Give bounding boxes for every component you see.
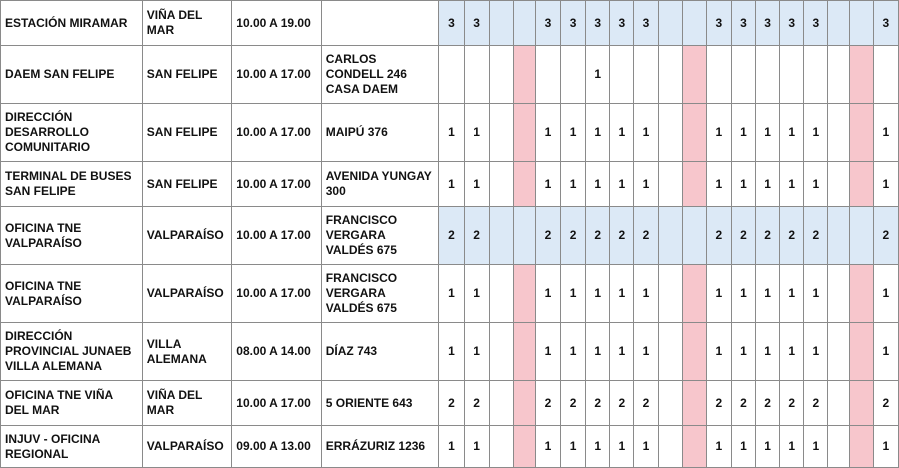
- day-count-cell: 2: [586, 207, 610, 265]
- day-count-cell: 1: [610, 323, 634, 381]
- day-count-cell: [828, 1, 850, 46]
- day-count-cell: 3: [756, 1, 780, 46]
- day-count-cell: [489, 104, 513, 162]
- day-count-cell: 1: [586, 265, 610, 323]
- day-count-cell: 1: [535, 426, 560, 468]
- day-count-cell: [873, 46, 898, 104]
- day-count-cell: 1: [731, 323, 755, 381]
- day-count-cell: 1: [561, 323, 586, 381]
- day-count-cell: 1: [780, 426, 804, 468]
- day-count-cell: 1: [561, 162, 586, 207]
- address-cell: 5 ORIENTE 643: [321, 381, 439, 426]
- day-count-cell: [658, 265, 682, 323]
- day-count-cell: [513, 104, 535, 162]
- day-count-cell: 1: [634, 104, 658, 162]
- day-count-cell: 1: [464, 426, 489, 468]
- day-count-cell: [658, 426, 682, 468]
- day-count-cell: 1: [706, 426, 731, 468]
- day-count-cell: 1: [634, 162, 658, 207]
- day-count-cell: 2: [561, 381, 586, 426]
- day-count-cell: 1: [535, 162, 560, 207]
- table-row: [1, 426, 899, 468]
- day-count-cell: 3: [535, 1, 560, 46]
- day-count-cell: 1: [561, 426, 586, 468]
- day-count-cell: [828, 265, 850, 323]
- address-cell: FRANCISCO VERGARA VALDÉS 675: [321, 207, 439, 265]
- day-count-cell: 1: [756, 426, 780, 468]
- day-count-cell: [658, 46, 682, 104]
- day-count-cell: [828, 104, 850, 162]
- day-count-cell: [489, 381, 513, 426]
- address-cell: FRANCISCO VERGARA VALDÉS 675: [321, 265, 439, 323]
- day-count-cell: 1: [439, 426, 464, 468]
- day-count-cell: [828, 46, 850, 104]
- address-cell: AVENIDA YUNGAY 300: [321, 162, 439, 207]
- day-count-cell: [706, 46, 731, 104]
- schedule-hours-cell: 10.00 A 19.00: [232, 1, 321, 46]
- day-count-cell: [658, 323, 682, 381]
- day-count-cell: 1: [873, 265, 898, 323]
- day-count-cell: [828, 162, 850, 207]
- day-count-cell: 2: [535, 207, 560, 265]
- day-count-cell: 2: [804, 207, 828, 265]
- address-cell: MAIPÚ 376: [321, 104, 439, 162]
- schedule-hours-cell: 10.00 A 17.00: [232, 265, 321, 323]
- day-count-cell: [513, 323, 535, 381]
- day-count-cell: [513, 207, 535, 265]
- day-count-cell: [828, 323, 850, 381]
- table-row: [1, 323, 899, 381]
- location-name-cell: OFICINA TNE VALPARAÍSO: [1, 265, 143, 323]
- day-count-cell: 2: [756, 381, 780, 426]
- day-count-cell: 2: [706, 207, 731, 265]
- schedule-hours-cell: 10.00 A 17.00: [232, 104, 321, 162]
- day-count-cell: 2: [439, 381, 464, 426]
- day-count-cell: 1: [756, 162, 780, 207]
- day-count-cell: [756, 46, 780, 104]
- day-count-cell: 1: [804, 104, 828, 162]
- day-count-cell: 1: [439, 104, 464, 162]
- day-count-cell: 2: [464, 381, 489, 426]
- address-cell: DÍAZ 743: [321, 323, 439, 381]
- day-count-cell: 1: [804, 265, 828, 323]
- day-count-cell: 1: [804, 323, 828, 381]
- day-count-cell: 2: [586, 381, 610, 426]
- day-count-cell: [850, 1, 873, 46]
- day-count-cell: 2: [610, 207, 634, 265]
- day-count-cell: 1: [586, 162, 610, 207]
- day-count-cell: 1: [586, 46, 610, 104]
- comuna-cell: VIÑA DEL MAR: [142, 1, 231, 46]
- comuna-cell: VILLA ALEMANA: [142, 323, 231, 381]
- day-count-cell: [682, 162, 706, 207]
- day-count-cell: 1: [535, 265, 560, 323]
- comuna-cell: SAN FELIPE: [142, 104, 231, 162]
- day-count-cell: [828, 381, 850, 426]
- day-count-cell: 3: [634, 1, 658, 46]
- day-count-cell: 2: [634, 207, 658, 265]
- location-name-cell: OFICINA TNE VIÑA DEL MAR: [1, 381, 143, 426]
- day-count-cell: [489, 426, 513, 468]
- comuna-cell: VALPARAÍSO: [142, 426, 231, 468]
- location-name-cell: DAEM SAN FELIPE: [1, 46, 143, 104]
- day-count-cell: 2: [780, 207, 804, 265]
- day-count-cell: [658, 162, 682, 207]
- day-count-cell: [850, 104, 873, 162]
- day-count-cell: [513, 426, 535, 468]
- day-count-cell: [780, 46, 804, 104]
- day-count-cell: 1: [439, 162, 464, 207]
- day-count-cell: [850, 323, 873, 381]
- day-count-cell: 1: [731, 426, 755, 468]
- day-count-cell: 1: [439, 265, 464, 323]
- day-count-cell: [682, 323, 706, 381]
- day-count-cell: [731, 46, 755, 104]
- day-count-cell: [850, 46, 873, 104]
- day-count-cell: [513, 46, 535, 104]
- address-cell: [321, 1, 439, 46]
- schedule-hours-cell: 10.00 A 17.00: [232, 46, 321, 104]
- table-row: [1, 46, 899, 104]
- day-count-cell: 1: [873, 323, 898, 381]
- day-count-cell: 1: [535, 104, 560, 162]
- day-count-cell: [489, 162, 513, 207]
- day-count-cell: 1: [756, 265, 780, 323]
- day-count-cell: [464, 46, 489, 104]
- day-count-cell: 2: [731, 207, 755, 265]
- day-count-cell: 2: [731, 381, 755, 426]
- comuna-cell: VALPARAÍSO: [142, 265, 231, 323]
- day-count-cell: [804, 46, 828, 104]
- day-count-cell: 1: [464, 265, 489, 323]
- day-count-cell: 1: [464, 104, 489, 162]
- table-row: [1, 104, 899, 162]
- day-count-cell: 2: [464, 207, 489, 265]
- day-count-cell: 1: [756, 323, 780, 381]
- day-count-cell: [489, 1, 513, 46]
- day-count-cell: 2: [634, 381, 658, 426]
- day-count-cell: 1: [561, 265, 586, 323]
- table-row: [1, 381, 899, 426]
- day-count-cell: 1: [586, 323, 610, 381]
- day-count-cell: [535, 46, 560, 104]
- day-count-cell: [682, 426, 706, 468]
- day-count-cell: [828, 426, 850, 468]
- day-count-cell: 3: [873, 1, 898, 46]
- day-count-cell: [658, 104, 682, 162]
- day-count-cell: [682, 381, 706, 426]
- table-row: [1, 265, 899, 323]
- day-count-cell: [561, 46, 586, 104]
- day-count-cell: 3: [731, 1, 755, 46]
- schedule-hours-cell: 10.00 A 17.00: [232, 207, 321, 265]
- day-count-cell: 1: [464, 162, 489, 207]
- comuna-cell: VALPARAÍSO: [142, 207, 231, 265]
- day-count-cell: [850, 265, 873, 323]
- day-count-cell: 2: [873, 381, 898, 426]
- day-count-cell: 3: [706, 1, 731, 46]
- day-count-cell: [610, 46, 634, 104]
- day-count-cell: [513, 162, 535, 207]
- table-row: [1, 1, 899, 46]
- comuna-cell: SAN FELIPE: [142, 162, 231, 207]
- day-count-cell: 2: [804, 381, 828, 426]
- day-count-cell: 3: [439, 1, 464, 46]
- day-count-cell: 1: [706, 104, 731, 162]
- day-count-cell: [489, 207, 513, 265]
- day-count-cell: [682, 104, 706, 162]
- day-count-cell: 1: [731, 265, 755, 323]
- day-count-cell: [489, 323, 513, 381]
- schedule-hours-cell: 10.00 A 17.00: [232, 162, 321, 207]
- day-count-cell: 2: [439, 207, 464, 265]
- day-count-cell: 1: [804, 426, 828, 468]
- day-count-cell: 1: [756, 104, 780, 162]
- day-count-cell: [850, 207, 873, 265]
- day-count-cell: 2: [561, 207, 586, 265]
- day-count-cell: [513, 1, 535, 46]
- day-count-cell: [682, 46, 706, 104]
- day-count-cell: 1: [610, 162, 634, 207]
- day-count-cell: 2: [610, 381, 634, 426]
- schedule-rows: [1, 1, 899, 468]
- comuna-cell: SAN FELIPE: [142, 46, 231, 104]
- day-count-cell: 1: [780, 104, 804, 162]
- day-count-cell: [513, 265, 535, 323]
- day-count-cell: 1: [731, 162, 755, 207]
- day-count-cell: 3: [804, 1, 828, 46]
- day-count-cell: 3: [586, 1, 610, 46]
- day-count-cell: 1: [610, 104, 634, 162]
- day-count-cell: 2: [873, 207, 898, 265]
- location-name-cell: ESTACIÓN MIRAMAR: [1, 1, 143, 46]
- day-count-cell: 2: [535, 381, 560, 426]
- day-count-cell: 2: [780, 381, 804, 426]
- day-count-cell: 1: [731, 104, 755, 162]
- day-count-cell: 1: [634, 265, 658, 323]
- day-count-cell: 1: [561, 104, 586, 162]
- day-count-cell: [513, 381, 535, 426]
- day-count-cell: 3: [561, 1, 586, 46]
- day-count-cell: 1: [780, 162, 804, 207]
- day-count-cell: [682, 207, 706, 265]
- location-name-cell: OFICINA TNE VALPARAÍSO: [1, 207, 143, 265]
- location-name-cell: TERMINAL DE BUSES SAN FELIPE: [1, 162, 143, 207]
- address-cell: ERRÁZURIZ 1236: [321, 426, 439, 468]
- day-count-cell: [682, 265, 706, 323]
- day-count-cell: 1: [804, 162, 828, 207]
- day-count-cell: 3: [610, 1, 634, 46]
- day-count-cell: 1: [706, 162, 731, 207]
- day-count-cell: 1: [873, 426, 898, 468]
- location-name-cell: INJUV - OFICINA REGIONAL: [1, 426, 143, 468]
- day-count-cell: 3: [780, 1, 804, 46]
- day-count-cell: [658, 1, 682, 46]
- day-count-cell: 1: [610, 265, 634, 323]
- day-count-cell: 1: [464, 323, 489, 381]
- day-count-cell: [439, 46, 464, 104]
- day-count-cell: 1: [873, 104, 898, 162]
- day-count-cell: 1: [586, 426, 610, 468]
- day-count-cell: 3: [464, 1, 489, 46]
- day-count-cell: [682, 1, 706, 46]
- table-row: [1, 162, 899, 207]
- schedule-hours-cell: 10.00 A 17.00: [232, 381, 321, 426]
- comuna-cell: VIÑA DEL MAR: [142, 381, 231, 426]
- day-count-cell: 2: [706, 381, 731, 426]
- day-count-cell: 2: [756, 207, 780, 265]
- day-count-cell: 1: [780, 265, 804, 323]
- day-count-cell: [634, 46, 658, 104]
- day-count-cell: [658, 207, 682, 265]
- day-count-cell: [850, 162, 873, 207]
- day-count-cell: 1: [706, 323, 731, 381]
- day-count-cell: 1: [634, 426, 658, 468]
- day-count-cell: 1: [586, 104, 610, 162]
- location-name-cell: DIRECCIÓN PROVINCIAL JUNAEB VILLA ALEMANA: [1, 323, 143, 381]
- day-count-cell: [850, 426, 873, 468]
- day-count-cell: 1: [610, 426, 634, 468]
- day-count-cell: [850, 381, 873, 426]
- table-row: [1, 207, 899, 265]
- schedule-hours-cell: 08.00 A 14.00: [232, 323, 321, 381]
- day-count-cell: 1: [873, 162, 898, 207]
- location-name-cell: DIRECCIÓN DESARROLLO COMUNITARIO: [1, 104, 143, 162]
- day-count-cell: 1: [634, 323, 658, 381]
- day-count-cell: 1: [780, 323, 804, 381]
- day-count-cell: 1: [535, 323, 560, 381]
- address-cell: CARLOS CONDELL 246 CASA DAEM: [321, 46, 439, 104]
- day-count-cell: [658, 381, 682, 426]
- day-count-cell: 1: [706, 265, 731, 323]
- day-count-cell: [489, 46, 513, 104]
- day-count-cell: 1: [439, 323, 464, 381]
- day-count-cell: [828, 207, 850, 265]
- schedule-hours-cell: 09.00 A 13.00: [232, 426, 321, 468]
- day-count-cell: [489, 265, 513, 323]
